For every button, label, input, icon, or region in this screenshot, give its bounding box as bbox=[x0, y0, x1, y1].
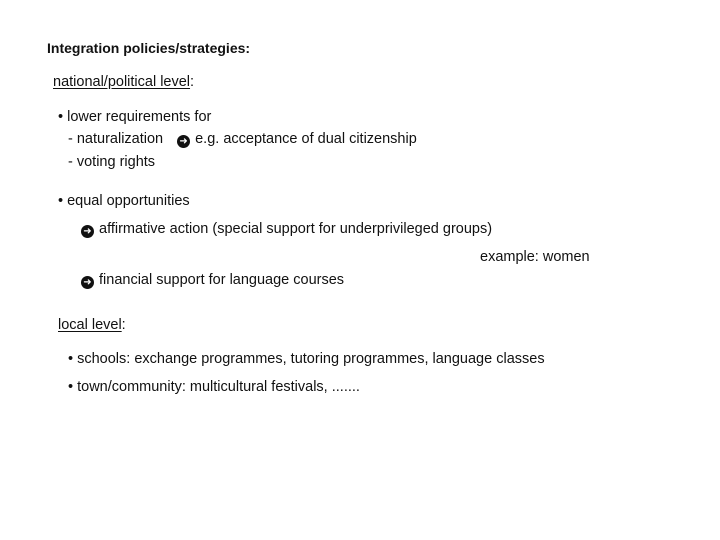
point-affirmative-action bbox=[81, 220, 492, 238]
local-item-community: • town/community: multicultural festivals, ....... bbox=[68, 379, 360, 395]
right-arrow-circle-icon: ➜ bbox=[81, 225, 94, 238]
sub-naturalization bbox=[68, 130, 417, 148]
page-heading bbox=[47, 39, 250, 57]
heading-colon: : bbox=[245, 40, 251, 56]
example-women: example: women bbox=[480, 249, 590, 265]
sub-voting-rights: - voting rights bbox=[68, 154, 156, 170]
dual-citizenship-note: e.g. acceptance of dual citizenship bbox=[195, 131, 417, 147]
local-level-heading bbox=[58, 316, 126, 334]
affirmative-action-text: affirmative action (special support for underprivileged groups) bbox=[99, 221, 493, 237]
local-level-label: local level bbox=[58, 317, 122, 333]
national-level-label: national/political level bbox=[53, 74, 191, 90]
naturalization-label: - naturalization bbox=[68, 131, 164, 147]
heading-label: Integration policies/strategies bbox=[47, 40, 246, 56]
national-level-heading bbox=[53, 73, 194, 91]
bullet-lower-requirements: • lower requirements for bbox=[58, 109, 212, 125]
national-level-colon: : bbox=[190, 74, 195, 90]
financial-support-text: financial support for language courses bbox=[99, 272, 345, 288]
bullet-equal-opportunities: • equal opportunities bbox=[58, 193, 190, 209]
right-arrow-circle-icon: ➜ bbox=[177, 135, 190, 148]
local-level-colon: : bbox=[121, 317, 126, 333]
right-arrow-circle-icon: ➜ bbox=[81, 276, 94, 289]
local-item-schools: • schools: exchange programmes, tutoring programmes, language classes bbox=[68, 351, 545, 367]
point-financial-support bbox=[81, 271, 344, 289]
